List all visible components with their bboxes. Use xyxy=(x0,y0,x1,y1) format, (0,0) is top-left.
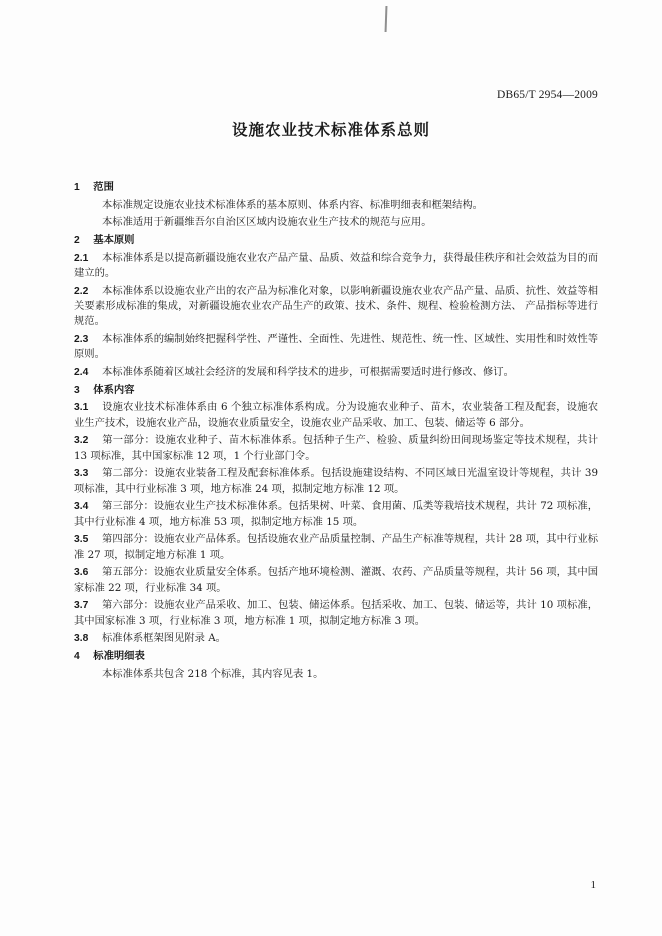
clause-text: 第六部分：设施农业产品采收、加工、包装、储运体系。包括采收、加工、包装、储运等，共计 10 项标准，其中国家标准 3 项，行业标准 3 项，地方标准 1 项，拟制定地方标准 3 项。 xyxy=(74,599,598,627)
clause-number: 3.3 xyxy=(74,468,89,480)
document-title: 设施农业技术标准体系总则 xyxy=(231,121,430,139)
clause-paragraph xyxy=(74,365,598,380)
clause-text: 设施农业技术标准体系由 6 个独立标准体系构成。分为设施农业种子、苗木，农业装备工程及配套，设施农业生产技术，设施农业产品，设施农业质量安全，设施农业产品采收、加工、包装、储运等 6 部分。 xyxy=(74,401,598,429)
body-paragraph: 本标准体系共包含 218 个标准，其内容见表 1。 xyxy=(102,667,324,680)
clause-paragraph xyxy=(74,565,598,596)
clause-text: 第二部分：设施农业装备工程及配套标准体系。包括设施建设结构、不同区域日光温室设计等规程，共计 39 项标准，其中行业标准 3 项，地方标准 24 项，拟制定地方标准 12 项。 xyxy=(74,467,598,495)
clause-number: 3.8 xyxy=(74,633,89,645)
clause-text: 本标准体系以设施农业产出的农产品为标准化对象，以影响新疆设施农业农产品产量、品质、抗性、效益等相关要素形成标准的集成，对新疆设施农业农产品生产的政策、技术、条件、规程、检验检测方法、 产品指标等进行规范。 xyxy=(74,284,598,328)
clause-number: 3.6 xyxy=(74,567,89,579)
clause-number: 2.3 xyxy=(74,334,89,346)
document-code: DB65/T 2954—2009 xyxy=(496,89,598,101)
clause-number: 3.1 xyxy=(74,402,89,414)
clause-text: 第一部分：设施农业种子、苗木标准体系。包括种子生产、检验、质量纠纷田间现场鉴定等技术规程，共计 13 项标准，其中国家标准 12 项，1 个行业部门令。 xyxy=(74,434,598,462)
clause-text: 第四部分：设施农业产品体系。包括设施农业产品质量控制、产品生产标准等规程，共计 28 项，其中行业标准 27 项，拟制定地方标准 1 项。 xyxy=(74,533,598,561)
clause-number: 3.5 xyxy=(74,534,89,546)
clause-text: 第五部分：设施农业质量安全体系。包括产地环境检测、灌溉、农药、产品质量等规程，共计 56 项，其中国家标准 22 项，行业标准 34 项。 xyxy=(74,566,598,594)
page-number: 1 xyxy=(590,879,596,891)
clause-paragraph xyxy=(74,631,598,646)
clause-paragraph xyxy=(74,284,598,330)
clause-paragraph xyxy=(74,332,598,363)
clause-number: 2.1 xyxy=(74,252,89,264)
section-heading xyxy=(74,180,598,195)
section-heading xyxy=(74,383,598,398)
clause-number: 2.4 xyxy=(74,367,89,378)
clause-text: 本标准体系的编制始终把握科学性、严谨性、全面性、先进性、规范性、统一性、区域性、实用性和时效性等原则。 xyxy=(74,333,598,361)
clause-number: 3.4 xyxy=(74,501,89,513)
clause-paragraph xyxy=(74,400,598,431)
clause-paragraph xyxy=(74,499,598,530)
clause-text: 第三部分：设施农业生产技术标准体系。包括果树、叶菜、食用菌、瓜类等栽培技术规程，共计 72 项标准，其中行业标准 4 项，地方标准 53 项，拟制定地方标准 15 项。 xyxy=(74,500,598,528)
clause-number: 2.2 xyxy=(74,285,89,297)
clause-paragraph xyxy=(74,466,598,497)
clause-number: 3.2 xyxy=(74,435,89,447)
section-title: 基本原则 xyxy=(93,234,135,247)
clause-text: 标准体系框架图见附录 A。 xyxy=(102,632,226,645)
clause-paragraph xyxy=(74,598,598,629)
clause-paragraph xyxy=(74,433,598,464)
section-title: 标准明细表 xyxy=(93,649,145,662)
body-paragraph: 本标准规定设施农业技术标准体系的基本原则、体系内容、标准明细表和框架结构。 xyxy=(102,198,483,211)
section-number: 2 xyxy=(74,235,80,247)
clause-text: 本标准体系随着区域社会经济的发展和科学技术的进步，可根据需要适时进行修改、修订。 xyxy=(102,366,514,378)
section-title: 体系内容 xyxy=(93,383,135,396)
section-title: 范围 xyxy=(93,181,114,193)
clause-number: 3.7 xyxy=(74,600,89,612)
section-number: 3 xyxy=(74,384,80,396)
section-heading xyxy=(74,649,598,664)
clause-paragraph xyxy=(74,532,598,563)
document-body xyxy=(74,180,598,684)
scan-artifact-mark xyxy=(385,6,388,32)
section-number: 1 xyxy=(74,182,80,193)
clause-paragraph xyxy=(74,251,598,282)
section-heading xyxy=(74,233,598,248)
clause-text: 本标准体系是以提高新疆设施农业农产品产量、品质、效益和综合竞争力，获得最佳秩序和社会效益为目的而建立的。 xyxy=(74,251,598,280)
body-paragraph: 本标准适用于新疆维吾尔自治区区域内设施农业生产技术的规范与应用。 xyxy=(102,216,432,229)
section-number: 4 xyxy=(74,650,80,662)
